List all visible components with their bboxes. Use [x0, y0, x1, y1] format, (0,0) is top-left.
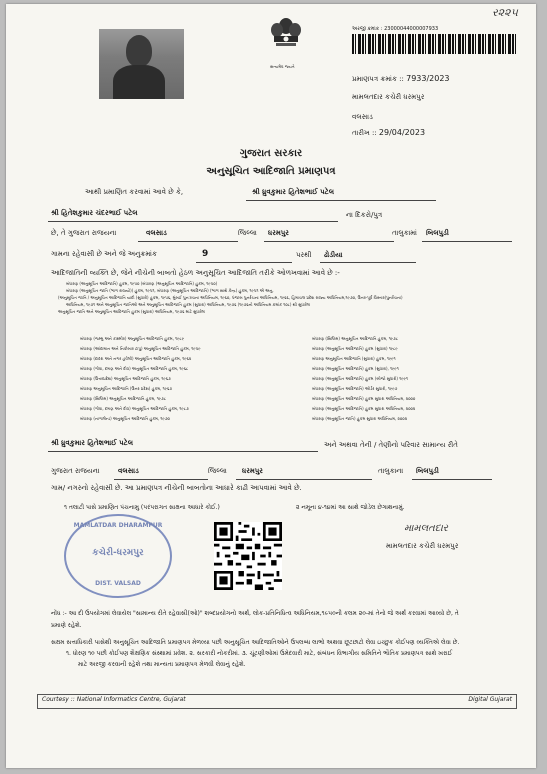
order-left: બંધારણ (સિક્કિમ) અનુસૂચિત આદિજાતિ હુકમ, ૧૯૭૮	[80, 396, 167, 401]
fine-print-line: (અનુસૂચિત જાતિ / અનુસૂચિત આદિજાતિ યાદી (સુધારો) હુકમ, ૧૯૫૬, મુંબઈ પુનઃરચના અધિનિયમ, ૧૯૬૦, પંજાબ પુનર્રચના અધિનિયમ, ૧૯૬૬, હિમાચલ પ્રદેશ રાજ્ય અધિનિયમ,૧૯૭૦, ઉત્તર-પૂર્વ વિસ્તાર(પુનર્રચના)	[58, 295, 403, 300]
fine-print-line: બંધારણ (અનુસૂચિત આદિજાતિ) હુકમ, ૧૯૫૦ (બંધારણ (અનુસૂચિત આદિજાતિ) હુકમ, ૧૯૫૦)	[66, 281, 218, 286]
footer-bar	[37, 694, 517, 709]
caste-name: ઢોડીયા	[324, 251, 343, 259]
benefits-items-continued: માટે અરજી કરવાની રહેશે તથા માન્યતા પ્રમાણપત્ર મેળવી લેવાનું રહેશે.	[78, 661, 246, 668]
order-right: બંધારણ (સિક્કિમ) અનુસૂચિત આદિજાતિ હુકમ, ૧૯૭૮	[312, 336, 399, 341]
certificate-title: અનુસૂચિત આદિજાતિ પ્રમાણપત્ર	[206, 166, 336, 177]
order-right: બંધારણ (અનુસૂચિત જાતિ) હુકમ સુધારા અધિનિયમ, ૨૦૦૨	[312, 416, 408, 421]
header-district: વલસાડ	[352, 113, 373, 121]
order-left: બંધારણ (આંદામાન અને નિકોબાર ટાપુ) અનુસૂચિત આદિજાતિ હુકમ, ૧૯૫૯	[80, 346, 201, 351]
date-row	[352, 128, 425, 138]
fine-print-line: અનુસૂચિત જાતિ અને અનુસૂચિત આદિજાતિ હુકમ (સુધારા) અધિનિયમ, ૧૯૭૬ માટે સુધારેલ	[58, 309, 205, 314]
residence-village-value: બિલપુડી	[416, 467, 439, 475]
signatory-office: મામલતદાર કચેરી ધરમપુર	[386, 542, 459, 550]
residence-closing: ગામ/ નગરનો રહેવાસી છે. આ પ્રમાણપત્ર નીચેની બાબતોના આધારે કાઢી આપવામાં આવે છે.	[51, 484, 302, 492]
district-value: વલસાડ	[146, 229, 167, 237]
footer-digital-gujarat: Digital Gujarat	[468, 696, 512, 703]
govt-title: ગુજરાત સરકાર	[239, 148, 303, 159]
note-text: નોંધ :- આ દી ઉપયોગમાં લેવાયેલ "સામાન્ય રીતે રહેવાસી(ઓ)" શબ્દપ્રયોગનો અર્થ, લોક-પ્રતિનિધિત્વ અધિનિયમ,૧૯૫૦ની કલમ ૨૦-માં તેનો જે અર્થ કરવામાં આવ્યો છે, તે	[51, 610, 459, 617]
corner-handwritten-number: ર૨૨૫	[492, 6, 518, 19]
application-number-label: અરજી ક્રમાંક :	[352, 26, 383, 32]
order-right: બંધારણ (અનુસૂચિત આદિજાતિ) હુકમ (સુધારા), ૧૯૯૧	[312, 366, 399, 371]
certify-prefix: આથી પ્રમાણિત કરવામાં આવે છે કે,	[85, 188, 184, 196]
taluka-label: તાલુકામાં	[392, 229, 417, 237]
order-left: બંધારણ (જમ્મુ અને કાશ્મીર) અનુસૂચિત આદિજાતિ હુકમ, ૧૯૮૯	[80, 336, 185, 341]
order-right: બંધારણ (અનુસૂચિત આદિજાતિ) હુકમ સુધારા અધિનિયમ, ૨૦૦૨	[312, 406, 416, 411]
village-serial-label: ગામના રહેવાસી છે અને જે અનુક્રમાંક	[51, 250, 157, 258]
basis-item-2: ૨ નમૂના ૪-૧૪માં આ સાથે જોડેલ છેગાથનામું.	[296, 504, 405, 511]
state-label: છે, તે ગુજરાત રાજયના	[51, 229, 117, 237]
order-left: બંધારણ (નાગાલેન્ડ) અનુસૂચિત આદિજાતિ હુકમ, ૧૯૭૦	[80, 416, 170, 421]
residence-taluka-label: તાલુકાના	[378, 467, 404, 475]
residence-district-value: વલસાડ	[118, 467, 139, 475]
caste-label: પરથી	[296, 251, 312, 259]
benefits-items: ૧. ધોરણ ૧૦ પછી કોઈપણ શૈક્ષણિક સંસ્થામાં પ્રવેશ. ૨. સરકારી નોકરીમાં. ૩. ચૂંટણીઓમાં ઉમેદવારી માટે, સંબંધન વિભાગીય સમિતિને ભૌતિક પ્રમાણપત્ર સાથે ખરાઈ	[66, 650, 453, 657]
barcode	[352, 34, 518, 54]
order-right: બંધારણ (અનુસૂચિત આદિજાતિ) હુકમ (સુધારા) ૧૯૮૯	[312, 346, 398, 351]
fine-print-line: બંધારણ (અનુસૂચિત જાતિ (ભાગ રાજ્યો)) હુકમ, ૧૯૫૧, બંધારણ (અનુસૂચિત આદિજાતિ) (ભાગ સાથે કેન્દ્ર) હુકમ, ૧૯૫૧ એ અનુ.	[66, 288, 274, 293]
order-left: બંધારણ (ઉત્તરપ્રદેશ) અનુસૂચિત આદિજાતિ હુકમ, ૧૯૬૭	[80, 376, 171, 381]
order-left: બંધારણ (ગોવા, દમણ અને દીવ) અનુસૂચિત આદિજાતિ હુકમ, ૧૯૬૮	[80, 366, 189, 371]
national-emblem-icon	[268, 16, 304, 64]
district-label: જિલ્લા	[238, 229, 257, 237]
fine-print-line: અધિનિયમ, ૧૯૭૧ અને અનુસૂચિત જાતિઓ અને અનુસૂચિત આદિજાતિ હુકમ (સુધારા) અધિનિયમ, ૧૯૭૬ (૧૯૭૬નો અધિનિયમ ક્રમાંક ૧૦૮) થી સુધારેલ	[66, 302, 310, 307]
office-name: મામલતદાર કચેરી ધરમપુર	[352, 93, 425, 101]
recognition-statement: આદિજાતિની વ્યક્તિ છે, જેને નીચેની બાબતો હેઠળ અનુસૂચિત આદિજાતિ તરીકે ઓળખવામાં આવે છે :-	[51, 269, 340, 277]
application-number: 23000044000007933	[384, 26, 439, 32]
residence-name: શ્રી ધ્રુવકુમાર હિતેશભાઈ પટેલ	[51, 439, 134, 447]
residence-district-label: જિલ્લા	[208, 467, 227, 475]
footer-courtesy: Courtesy :: National Informatics Centre, Gujarat	[42, 696, 186, 703]
residence-taluka-value: ધરમપુર	[242, 467, 263, 475]
applicant-photo	[99, 29, 184, 99]
note-text-continued: પ્રમાણે રહેશે.	[51, 622, 82, 629]
applicant-name: શ્રી ધ્રુવકુમાર હિતેશભાઈ પટેલ	[252, 188, 335, 196]
certificate-number-label: પ્રમાણપત્ર ક્રમાંક ::	[352, 75, 404, 83]
order-right: બંધારણ (અનુસૂચિત આદિજાતિ) ઓર્ડર સુધારો, ૧૯૯૭	[312, 386, 398, 391]
father-name: શ્રી હિતેશકુમાર ચંદરભાઈ પટેલ	[51, 209, 138, 217]
qr-code	[214, 522, 282, 590]
order-left: બંધારણ (દાદરા અને નગર હવેલી) અનુસૂચિત આદિજાતિ હુકમ, ૧૯૬૨	[80, 356, 192, 361]
order-left: બંધારણ (ગોવા, દમણ અને દીવ) અનુસૂચિત આદિજાતિ હુકમ, ૧૯૮૭	[80, 406, 189, 411]
benefits-text: સક્ષમ સત્તાધિકારી પાસેથી અનુસૂચિત આદિજાતિ પ્રમાણપત્ર મેળવ્યા પછી અનુસૂચિત આદિજાતિઓને ઉપલબ્ધ લાભો અથવા છૂટછાટો લેવા ઇચ્છુક કોઈપણ વ્યક્તિએ લેવા છે.	[51, 639, 460, 646]
certificate-number: 7933/2023	[406, 74, 450, 83]
order-right: બંધારણ (અનુસૂચિત આદિજાતિ) હુકમ સુધારા અધિનિયમ, ૨૦૦૦	[312, 396, 416, 401]
serial-number: 9	[202, 249, 209, 259]
son-of-label: ના દિકરો/પુત્ર	[346, 211, 383, 219]
basis-item-1: ૧ તલાટી પાસે પ્રમાણિત પંચનામુ (પરંપરાગત સાક્ષના આધારે કોઈ.)	[64, 504, 220, 511]
order-left: બંધારણ અનુસૂચિત આદિજાતિ (ઉત્તર પ્રદેશ) હુકમ, ૧૯૬૭	[80, 386, 172, 391]
village-value: બિલપુડી	[426, 229, 449, 237]
emblem-motto: સત્યમેવ જયતે	[270, 64, 295, 69]
officer-signature: મામલતદાર	[404, 523, 448, 534]
residence-state-label: ગુજરાત રાજયના	[51, 467, 100, 475]
application-number-row	[352, 26, 438, 32]
official-round-stamp: MAMLATDAR DHARAMPUR કચેરી-ધરમપુર DIST. VALSAD	[64, 514, 172, 598]
order-right: બંધારણ (અનુસૂચિત આદિજાતિ) હુકમ (બીજો સુધારો) ૧૯૯૧	[312, 376, 408, 381]
residence-family-label: અને અથવા તેની / તેણીનો પરિવાર સામાન્ય રીતે	[324, 441, 458, 449]
taluka-value: ધરમપુર	[268, 229, 289, 237]
certificate-page	[6, 4, 536, 768]
date-label: તારીખ ::	[352, 129, 377, 137]
issue-date: 29/04/2023	[378, 128, 426, 137]
certificate-number-row	[352, 74, 450, 84]
order-right: બંધારણ અનુસૂચિત આદિજાતિ (સુધારા) હુકમ, ૧૯૯૧	[312, 356, 396, 361]
